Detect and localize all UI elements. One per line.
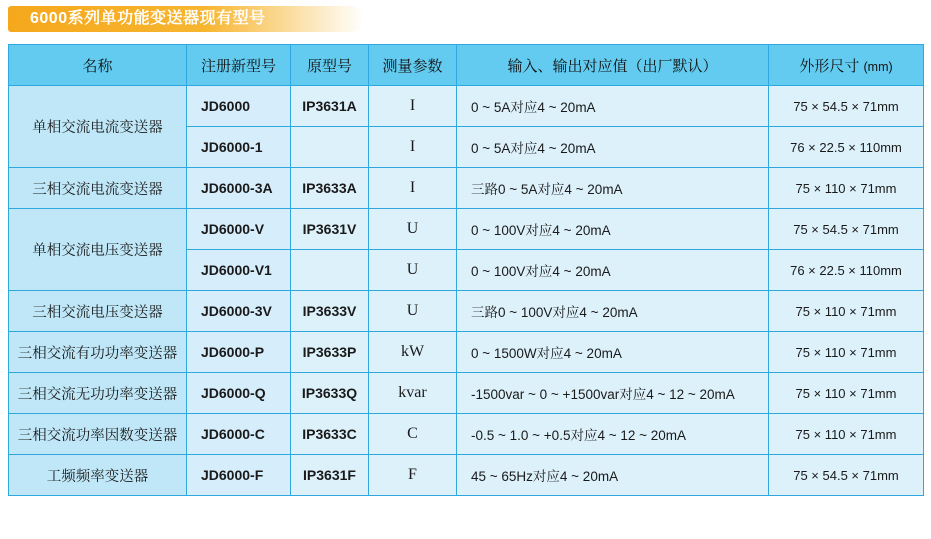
cell-original-model [291, 250, 369, 291]
cell-new-model: JD6000-V [187, 209, 291, 250]
cell-product-name: 三相交流电压变送器 [9, 291, 187, 332]
cell-new-model: JD6000-C [187, 414, 291, 455]
table-row [9, 373, 924, 414]
cell-measured-parameter: kvar [369, 373, 457, 414]
cell-product-name: 三相交流功率因数变送器 [9, 414, 187, 455]
cell-measured-parameter: U [369, 209, 457, 250]
cell-io-value: 0 ~ 5A对应4 ~ 20mA [457, 86, 769, 127]
cell-original-model: IP3631V [291, 209, 369, 250]
cell-measured-parameter: C [369, 414, 457, 455]
cell-io-value: 0 ~ 100V对应4 ~ 20mA [457, 209, 769, 250]
cell-product-name: 三相交流电流变送器 [9, 168, 187, 209]
column-header-measured-parameter: 测量参数 [369, 45, 457, 86]
cell-io-value: 三路0 ~ 5A对应4 ~ 20mA [457, 168, 769, 209]
cell-product-name: 工频频率变送器 [9, 455, 187, 496]
cell-io-value: 0 ~ 5A对应4 ~ 20mA [457, 127, 769, 168]
cell-dimensions: 75 × 54.5 × 71mm [769, 455, 924, 496]
table-row [9, 414, 924, 455]
title-banner [8, 6, 364, 32]
cell-measured-parameter: I [369, 168, 457, 209]
cell-original-model: IP3631A [291, 86, 369, 127]
cell-dimensions: 76 × 22.5 × 110mm [769, 127, 924, 168]
cell-io-value: 0 ~ 1500W对应4 ~ 20mA [457, 332, 769, 373]
column-header-dimensions-unit: (mm) [863, 59, 893, 74]
cell-new-model: JD6000-V1 [187, 250, 291, 291]
cell-measured-parameter: U [369, 250, 457, 291]
cell-new-model: JD6000-P [187, 332, 291, 373]
column-header-name: 名称 [9, 45, 187, 86]
cell-product-name: 三相交流有功功率变送器 [9, 332, 187, 373]
cell-original-model [291, 127, 369, 168]
cell-product-name: 单相交流电压变送器 [9, 209, 187, 291]
column-header-dimensions-text: 外形尺寸 [799, 57, 860, 75]
table-row [9, 455, 924, 496]
cell-dimensions: 75 × 110 × 71mm [769, 332, 924, 373]
cell-measured-parameter: F [369, 455, 457, 496]
column-header-dimensions [769, 45, 924, 86]
cell-original-model: IP3633V [291, 291, 369, 332]
table-header-row [9, 45, 924, 86]
cell-new-model: JD6000-1 [187, 127, 291, 168]
table-row [9, 291, 924, 332]
cell-dimensions: 75 × 54.5 × 71mm [769, 86, 924, 127]
table-row [9, 168, 924, 209]
cell-dimensions: 75 × 110 × 71mm [769, 373, 924, 414]
cell-product-name: 单相交流电流变送器 [9, 86, 187, 168]
table-row [9, 209, 924, 250]
cell-dimensions: 75 × 110 × 71mm [769, 414, 924, 455]
cell-original-model: IP3633P [291, 332, 369, 373]
cell-original-model: IP3633Q [291, 373, 369, 414]
page-title: 6000系列单功能变送器现有型号 [30, 10, 266, 27]
cell-measured-parameter: I [369, 86, 457, 127]
cell-dimensions: 75 × 110 × 71mm [769, 291, 924, 332]
column-header-io-values: 输入、输出对应值（出厂默认） [457, 45, 769, 86]
cell-new-model: JD6000-3A [187, 168, 291, 209]
cell-product-name: 三相交流无功功率变送器 [9, 373, 187, 414]
cell-measured-parameter: U [369, 291, 457, 332]
cell-new-model: JD6000 [187, 86, 291, 127]
cell-io-value: 三路0 ~ 100V对应4 ~ 20mA [457, 291, 769, 332]
cell-new-model: JD6000-F [187, 455, 291, 496]
cell-new-model: JD6000-3V [187, 291, 291, 332]
cell-measured-parameter: kW [369, 332, 457, 373]
cell-dimensions: 76 × 22.5 × 110mm [769, 250, 924, 291]
cell-io-value: -0.5 ~ 1.0 ~ +0.5对应4 ~ 12 ~ 20mA [457, 414, 769, 455]
cell-original-model: IP3633A [291, 168, 369, 209]
cell-io-value: 45 ~ 65Hz对应4 ~ 20mA [457, 455, 769, 496]
column-header-original-model: 原型号 [291, 45, 369, 86]
cell-original-model: IP3633C [291, 414, 369, 455]
cell-io-value: -1500var ~ 0 ~ +1500var对应4 ~ 12 ~ 20mA [457, 373, 769, 414]
cell-new-model: JD6000-Q [187, 373, 291, 414]
table-row [9, 332, 924, 373]
table-header [9, 45, 924, 86]
cell-io-value: 0 ~ 100V对应4 ~ 20mA [457, 250, 769, 291]
cell-measured-parameter: I [369, 127, 457, 168]
table-body [9, 86, 924, 496]
model-table [8, 44, 924, 496]
table-row [9, 86, 924, 127]
cell-dimensions: 75 × 54.5 × 71mm [769, 209, 924, 250]
cell-dimensions: 75 × 110 × 71mm [769, 168, 924, 209]
cell-original-model: IP3631F [291, 455, 369, 496]
column-header-new-model: 注册新型号 [187, 45, 291, 86]
model-table-container [8, 44, 923, 496]
